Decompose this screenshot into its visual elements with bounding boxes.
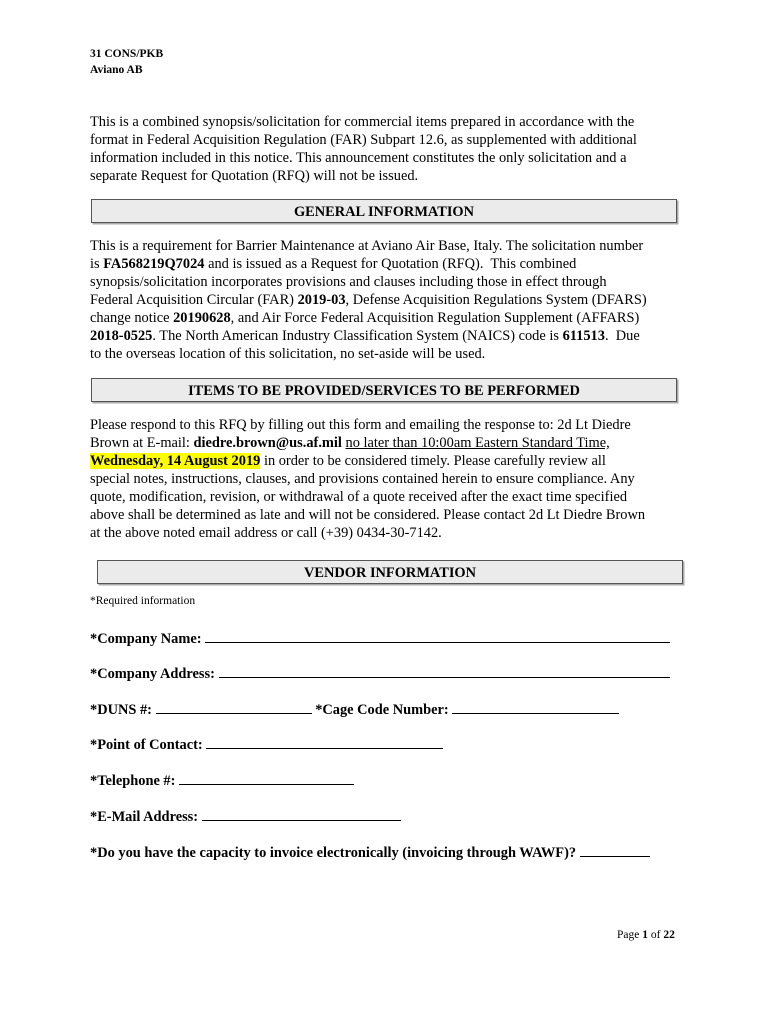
duns-label: *DUNS #: — [90, 702, 152, 718]
total-pages: 22 — [663, 929, 675, 941]
page-of: of — [647, 929, 664, 941]
items-line — [90, 452, 690, 470]
email-label: *E-Mail Address: — [90, 809, 199, 825]
items-line: at the above noted email address or call (+39) 0434-30-7142. — [90, 525, 442, 541]
text: Federal Acquisition Circular (FAR) — [90, 292, 298, 308]
company-address-row — [90, 663, 670, 683]
affars-number: 2018-0525 — [90, 328, 153, 344]
deadline-date: Wednesday, 14 August 2019 — [90, 453, 261, 469]
intro-line: information included in this notice. This announcement constitutes the only solicitation and a — [90, 150, 627, 166]
intro-line: format in Federal Acquisition Regulation (FAR) Subpart 12.6, as supplemented with additional — [90, 132, 637, 148]
telephone-field[interactable] — [179, 770, 354, 785]
office-code: 31 CONS/PKB — [90, 48, 164, 60]
wawf-label: *Do you have the capacity to invoice electronically (invoicing through WAWF)? — [90, 845, 577, 861]
poc-field[interactable] — [206, 734, 443, 749]
company-address-label: *Company Address: — [90, 666, 215, 682]
section-header-vendor: VENDOR INFORMATION — [97, 560, 683, 584]
email-row — [90, 806, 401, 826]
company-name-row — [90, 628, 670, 648]
text: . The North American Industry Classification System (NAICS) code is — [152, 328, 563, 344]
contact-email[interactable]: diedre.brown@us.af.mil — [193, 435, 342, 451]
page-label: Page — [617, 929, 643, 941]
poc-label: *Point of Contact: — [90, 737, 203, 753]
general-line — [90, 255, 690, 273]
telephone-row — [90, 770, 354, 790]
wawf-field[interactable] — [580, 842, 650, 857]
office-header — [90, 46, 163, 78]
text: is — [90, 256, 104, 272]
deadline-time: no later than 10:00am Eastern Standard Time, — [345, 435, 610, 451]
duns-cage-row — [90, 699, 619, 719]
naics-code: 611513 — [562, 328, 605, 344]
text: , and Air Force Federal Acquisition Regulation Supplement (AFFARS) — [230, 310, 640, 326]
page-number — [617, 929, 675, 941]
general-line — [90, 309, 690, 327]
text: . Due — [604, 328, 640, 344]
general-line: This is a requirement for Barrier Maintenance at Aviano Air Base, Italy. The solicitation number — [90, 238, 644, 254]
dfars-number: 20190628 — [173, 310, 231, 326]
company-name-field[interactable] — [205, 628, 670, 643]
items-paragraph — [90, 416, 690, 542]
company-name-label: *Company Name: — [90, 631, 202, 647]
cage-label: *Cage Code Number: — [315, 702, 449, 718]
general-line: to the overseas location of this solicitation, no set-aside will be used. — [90, 346, 486, 362]
items-line: quote, modification, revision, or withdrawal of a quote received after the exact time specified — [90, 489, 628, 505]
general-line: synopsis/solicitation incorporates provisions and clauses including those in effect through — [90, 274, 607, 290]
items-line: special notes, instructions, clauses, and provisions contained herein to ensure compliance. Any — [90, 471, 635, 487]
general-paragraph — [90, 237, 690, 363]
company-address-field[interactable] — [219, 663, 670, 678]
far-number: 2019-03 — [297, 292, 346, 308]
cage-field[interactable] — [452, 699, 619, 714]
text: Brown at E-mail: — [90, 435, 194, 451]
current-page: 1 — [642, 929, 648, 941]
required-note: *Required information — [90, 595, 196, 607]
general-line — [90, 291, 690, 309]
intro-paragraph — [90, 113, 690, 185]
wawf-row — [90, 842, 650, 862]
general-line — [90, 327, 690, 345]
text: change notice — [90, 310, 174, 326]
duns-field[interactable] — [156, 699, 312, 714]
office-location: Aviano AB — [90, 64, 143, 76]
items-line: above shall be determined as late and will not be considered. Please contact 2d Lt Diedre Brown — [90, 507, 646, 523]
text: , Defense Acquisition Regulations System (DFARS) — [345, 292, 647, 308]
text: and is issued as a Request for Quotation (RFQ). This combined — [204, 256, 577, 272]
intro-line: This is a combined synopsis/solicitation for commercial items prepared in accordance with the — [90, 114, 635, 130]
telephone-label: *Telephone #: — [90, 773, 176, 789]
solicitation-number: FA568219Q7024 — [103, 256, 205, 272]
section-header-items: ITEMS TO BE PROVIDED/SERVICES TO BE PERFORMED — [91, 378, 677, 402]
email-field[interactable] — [202, 806, 401, 821]
items-line: Please respond to this RFQ by filling out this form and emailing the response to: 2d Lt Diedre — [90, 417, 631, 433]
items-line — [90, 434, 690, 452]
section-header-general: GENERAL INFORMATION — [91, 199, 677, 223]
poc-row — [90, 734, 443, 754]
text: in order to be considered timely. Please carefully review all — [260, 453, 606, 469]
intro-line: separate Request for Quotation (RFQ) will not be issued. — [90, 168, 419, 184]
